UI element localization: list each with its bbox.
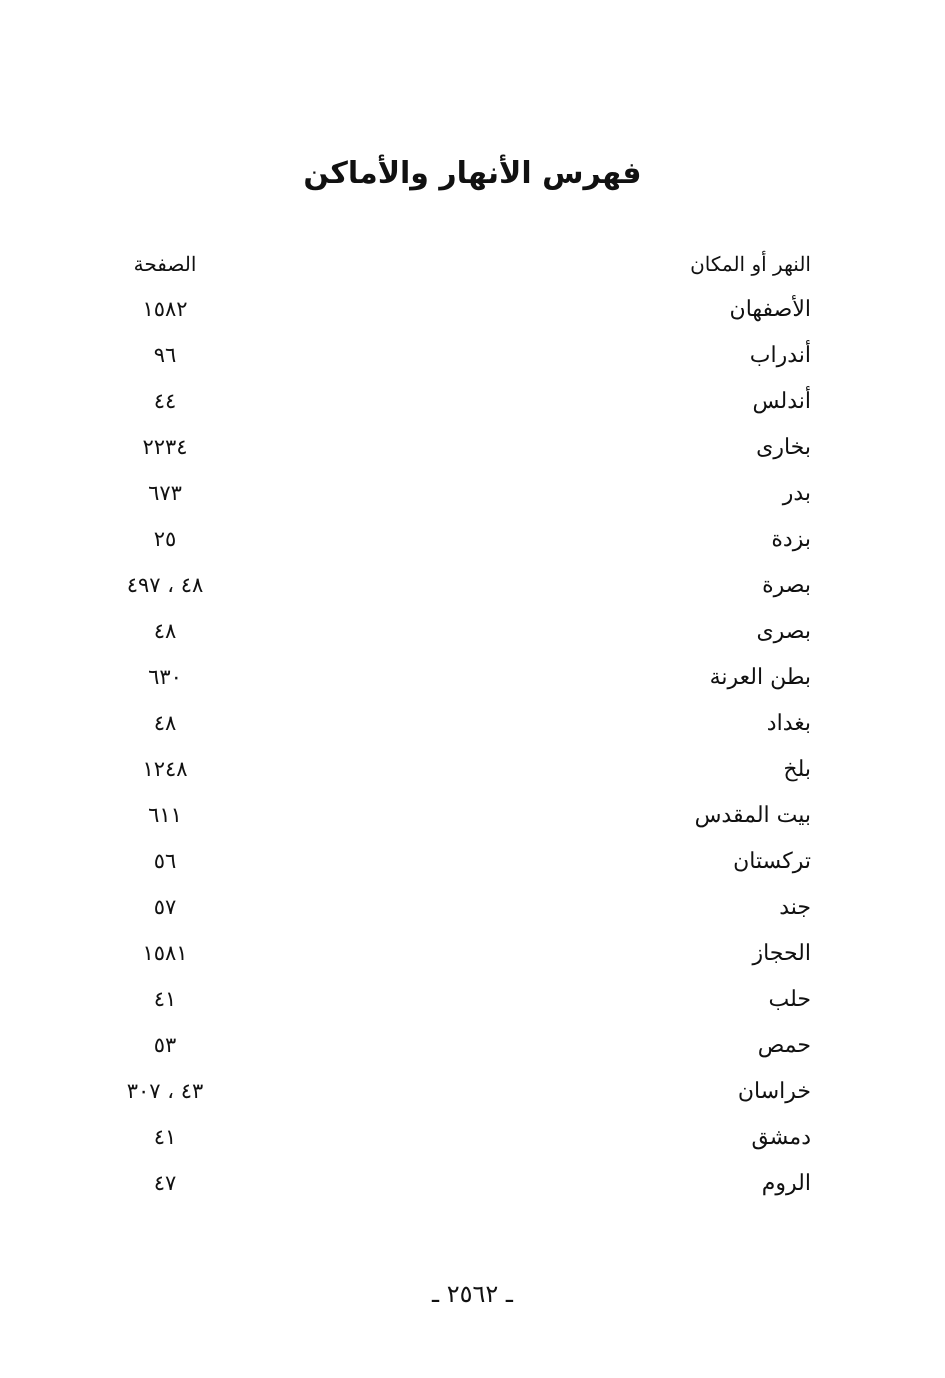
index-entry xyxy=(0,297,945,337)
entry-pages: ٤٨ ، ٤٩٧ xyxy=(126,573,204,597)
entry-pages: ٥٦ xyxy=(153,849,177,873)
index-entry xyxy=(0,1033,945,1073)
entry-pages: ٥٣ xyxy=(153,1033,177,1057)
index-entry xyxy=(0,1171,945,1211)
index-entry xyxy=(0,1079,945,1119)
entry-pages: ١٥٨١ xyxy=(142,941,188,965)
entry-pages: ٦٣٠ xyxy=(148,665,182,689)
entry-pages: ٤٧ xyxy=(153,1171,177,1195)
index-entry xyxy=(0,987,945,1027)
entry-place: أندلس xyxy=(752,389,811,414)
index-entry xyxy=(0,343,945,383)
index-entry xyxy=(0,803,945,843)
entry-place: بلخ xyxy=(783,757,811,782)
entry-place: بغداد xyxy=(766,711,811,736)
entry-place: خراسان xyxy=(737,1079,811,1104)
entry-place: بخارى xyxy=(756,435,811,460)
entry-pages: ٤٤ xyxy=(153,389,177,413)
entry-pages: ٩٦ xyxy=(153,343,177,367)
index-entry xyxy=(0,435,945,475)
entry-pages: ١٢٤٨ xyxy=(142,757,188,781)
entry-place: بيت المقدس xyxy=(694,803,811,828)
entry-pages: ٤١ xyxy=(153,1125,177,1149)
entry-pages: ٤١ xyxy=(153,987,177,1011)
entry-place: حمص xyxy=(757,1033,811,1058)
entry-pages: ٦١١ xyxy=(148,803,182,827)
page-title: فهرس الأنهار والأماكن xyxy=(303,156,642,191)
page-number: ـ ٢٥٦٢ ـ xyxy=(432,1280,513,1308)
entry-pages: ٢٥ xyxy=(153,527,177,551)
index-entry xyxy=(0,849,945,889)
entry-pages: ٤٣ ، ٣٠٧ xyxy=(126,1079,204,1103)
index-entry xyxy=(0,941,945,981)
index-entry xyxy=(0,711,945,751)
index-entry xyxy=(0,1125,945,1165)
index-entry xyxy=(0,389,945,429)
index-entry xyxy=(0,757,945,797)
entry-pages: ٦٧٣ xyxy=(148,481,182,505)
index-entry xyxy=(0,895,945,935)
entry-pages: ١٥٨٢ xyxy=(142,297,188,321)
entry-place: الروم xyxy=(761,1171,811,1196)
column-header-row xyxy=(0,252,945,292)
entry-place: بدر xyxy=(782,481,811,506)
column-header-place: النهر أو المكان xyxy=(690,252,811,276)
index-entry xyxy=(0,527,945,567)
entry-pages: ٥٧ xyxy=(153,895,177,919)
entry-pages: ٤٨ xyxy=(153,711,177,735)
entry-place: أندراب xyxy=(749,343,811,368)
entry-place: بطن العرنة xyxy=(709,665,811,690)
column-header-page: الصفحة xyxy=(133,252,197,276)
entry-place: تركستان xyxy=(733,849,811,874)
entry-place: بصرى xyxy=(756,619,811,644)
entry-place: بزدة xyxy=(771,527,811,552)
index-entry xyxy=(0,665,945,705)
entry-pages: ٢٢٣٤ xyxy=(142,435,188,459)
entry-place: بصرة xyxy=(762,573,811,598)
entry-place: الأصفهان xyxy=(729,297,811,322)
entry-pages: ٤٨ xyxy=(153,619,177,643)
entry-place: دمشق xyxy=(751,1125,811,1150)
index-entry xyxy=(0,573,945,613)
entry-place: الحجاز xyxy=(752,941,811,966)
index-entry xyxy=(0,481,945,521)
index-entry xyxy=(0,619,945,659)
entry-place: جند xyxy=(779,895,811,920)
entry-place: حلب xyxy=(768,987,811,1012)
